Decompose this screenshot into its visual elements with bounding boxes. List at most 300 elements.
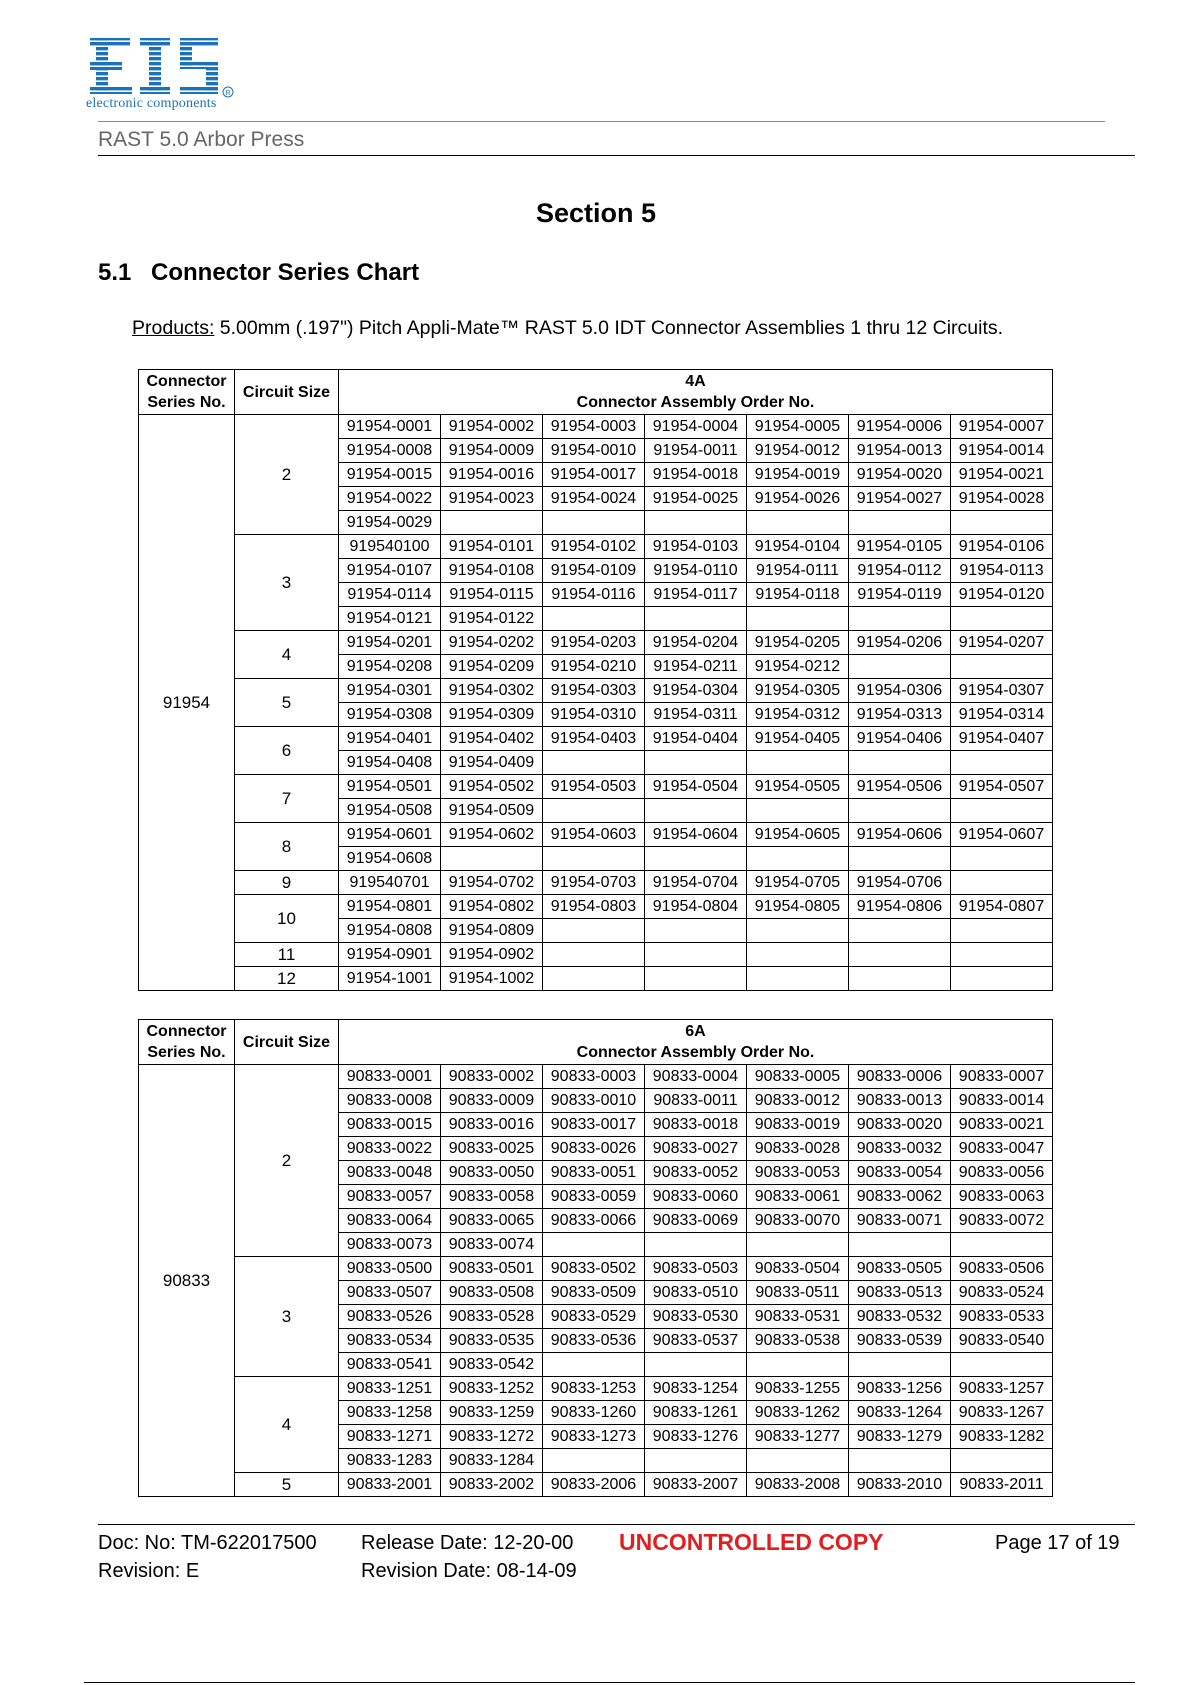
order-number-cell: 90833-0002: [441, 1065, 543, 1089]
order-number-cell: [543, 1353, 645, 1377]
order-number-cell: 91954-0406: [849, 727, 951, 751]
order-number-cell: 91954-0202: [441, 631, 543, 655]
order-number-cell: 90833-0504: [747, 1257, 849, 1281]
order-number-cell: 91954-0706: [849, 871, 951, 895]
order-number-cell: 91954-0016: [441, 463, 543, 487]
order-number-cell: 91954-0302: [441, 679, 543, 703]
order-number-cell: [645, 607, 747, 631]
table-row: [139, 679, 1053, 703]
order-number-cell: 90833-0536: [543, 1329, 645, 1353]
order-number-cell: 91954-0011: [645, 439, 747, 463]
order-number-cell: [951, 871, 1053, 895]
order-number-cell: 90833-0015: [339, 1113, 441, 1137]
order-number-cell: 91954-0026: [747, 487, 849, 511]
order-number-cell: [543, 967, 645, 991]
order-number-cell: 91954-0001: [339, 415, 441, 439]
order-number-cell: [849, 751, 951, 775]
order-number-cell: 91954-0804: [645, 895, 747, 919]
order-number-cell: 90833-0027: [645, 1137, 747, 1161]
order-number-cell: 91954-0504: [645, 775, 747, 799]
order-number-cell: 90833-0539: [849, 1329, 951, 1353]
order-number-cell: 91954-0029: [339, 511, 441, 535]
circuit-size-cell: 4: [235, 1377, 339, 1473]
circuit-size-cell: 2: [235, 415, 339, 535]
order-number-cell: 91954-0102: [543, 535, 645, 559]
order-number-cell: [645, 967, 747, 991]
circuit-size-cell: 5: [235, 1473, 339, 1497]
order-number-cell: 919540701: [339, 871, 441, 895]
table-row: [139, 871, 1053, 895]
order-number-cell: 91954-0023: [441, 487, 543, 511]
order-number-cell: [951, 847, 1053, 871]
order-number-cell: [645, 1353, 747, 1377]
order-number-cell: 90833-0507: [339, 1281, 441, 1305]
connector-chart-6a: [138, 1019, 1053, 1497]
order-number-cell: [951, 655, 1053, 679]
circuit-size-cell: 4: [235, 631, 339, 679]
order-number-cell: 90833-1251: [339, 1377, 441, 1401]
order-number-cell: 90833-0054: [849, 1161, 951, 1185]
order-number-cell: 91954-0005: [747, 415, 849, 439]
order-number-cell: 91954-0017: [543, 463, 645, 487]
order-number-cell: 91954-0118: [747, 583, 849, 607]
group-header-code: 6A: [685, 1023, 706, 1040]
order-number-cell: 90833-0057: [339, 1185, 441, 1209]
order-number-cell: 90833-0503: [645, 1257, 747, 1281]
order-number-cell: 91954-0107: [339, 559, 441, 583]
order-number-cell: 91954-0205: [747, 631, 849, 655]
order-number-cell: 90833-1276: [645, 1425, 747, 1449]
order-number-cell: 90833-1259: [441, 1401, 543, 1425]
order-number-cell: 90833-0018: [645, 1113, 747, 1137]
order-number-cell: 90833-1256: [849, 1377, 951, 1401]
order-number-cell: 91954-0116: [543, 583, 645, 607]
col-header-line: Connector: [146, 373, 227, 390]
order-number-cell: 90833-1267: [951, 1401, 1053, 1425]
order-number-cell: [543, 1233, 645, 1257]
circuit-size-cell: 12: [235, 967, 339, 991]
order-number-cell: 90833-1252: [441, 1377, 543, 1401]
order-number-cell: 91954-0409: [441, 751, 543, 775]
order-number-cell: [645, 943, 747, 967]
circuit-size-cell: 6: [235, 727, 339, 775]
order-number-cell: 90833-0025: [441, 1137, 543, 1161]
order-number-cell: [849, 655, 951, 679]
order-number-cell: 90833-0502: [543, 1257, 645, 1281]
order-number-cell: 90833-0073: [339, 1233, 441, 1257]
order-number-cell: 90833-0541: [339, 1353, 441, 1377]
order-number-cell: 91954-0112: [849, 559, 951, 583]
order-number-cell: 91954-0702: [441, 871, 543, 895]
order-number-cell: 90833-0056: [951, 1161, 1053, 1185]
order-number-cell: [747, 799, 849, 823]
order-number-cell: [747, 1449, 849, 1473]
order-number-cell: 91954-0120: [951, 583, 1053, 607]
page-bottom-rule: [84, 1682, 1135, 1683]
order-number-cell: [849, 967, 951, 991]
col-header-circuit: Circuit Size: [235, 1020, 339, 1065]
order-number-cell: 90833-0007: [951, 1065, 1053, 1089]
order-number-cell: 91954-0901: [339, 943, 441, 967]
order-number-cell: 90833-0072: [951, 1209, 1053, 1233]
table-row: [139, 415, 1053, 439]
order-number-cell: [645, 751, 747, 775]
order-number-cell: 90833-0528: [441, 1305, 543, 1329]
group-header-title: Connector Assembly Order No.: [576, 1044, 815, 1061]
col-header-circuit: Circuit Size: [235, 370, 339, 415]
circuit-size-cell: 2: [235, 1065, 339, 1257]
uncontrolled-copy-stamp: UNCONTROLLED COPY: [619, 1529, 884, 1555]
order-number-cell: 91954-0604: [645, 823, 747, 847]
order-number-cell: 90833-0047: [951, 1137, 1053, 1161]
order-number-cell: 91954-0301: [339, 679, 441, 703]
order-number-cell: 91954-0211: [645, 655, 747, 679]
order-number-cell: 91954-0601: [339, 823, 441, 847]
order-number-cell: [747, 967, 849, 991]
table-row: [139, 943, 1053, 967]
order-number-cell: [849, 943, 951, 967]
order-number-cell: 90833-0051: [543, 1161, 645, 1185]
order-number-cell: 90833-1253: [543, 1377, 645, 1401]
order-number-cell: 90833-1261: [645, 1401, 747, 1425]
order-number-cell: 91954-0106: [951, 535, 1053, 559]
order-number-cell: 91954-0015: [339, 463, 441, 487]
table-row: [139, 631, 1053, 655]
order-number-cell: 91954-0022: [339, 487, 441, 511]
col-header-line: Series No.: [147, 1044, 226, 1061]
order-number-cell: 90833-0059: [543, 1185, 645, 1209]
order-number-cell: 90833-0032: [849, 1137, 951, 1161]
products-line: [132, 317, 1003, 340]
order-number-cell: 91954-0002: [441, 415, 543, 439]
order-number-cell: 90833-0074: [441, 1233, 543, 1257]
order-number-cell: 90833-0524: [951, 1281, 1053, 1305]
col-header-order-no: [339, 1020, 1053, 1065]
order-number-cell: 91954-0408: [339, 751, 441, 775]
page-number: Page 17 of 19: [995, 1532, 1120, 1554]
order-number-cell: 91954-0308: [339, 703, 441, 727]
order-number-cell: [951, 751, 1053, 775]
order-number-cell: 91954-0501: [339, 775, 441, 799]
order-number-cell: 90833-2006: [543, 1473, 645, 1497]
order-number-cell: 91954-0403: [543, 727, 645, 751]
order-number-cell: 90833-0526: [339, 1305, 441, 1329]
order-number-cell: 91954-0312: [747, 703, 849, 727]
table-row: [139, 895, 1053, 919]
order-number-cell: [543, 751, 645, 775]
order-number-cell: 91954-0119: [849, 583, 951, 607]
order-number-cell: 90833-0513: [849, 1281, 951, 1305]
circuit-size-cell: 11: [235, 943, 339, 967]
series-number-cell: 91954: [139, 415, 235, 991]
order-number-cell: 90833-1283: [339, 1449, 441, 1473]
order-number-cell: 91954-0122: [441, 607, 543, 631]
order-number-cell: 90833-0534: [339, 1329, 441, 1353]
order-number-cell: 90833-0500: [339, 1257, 441, 1281]
order-number-cell: 91954-0105: [849, 535, 951, 559]
header-row: [139, 370, 1053, 415]
header-rule-bottom: [98, 155, 1135, 156]
order-number-cell: 91954-0303: [543, 679, 645, 703]
order-number-cell: 91954-0607: [951, 823, 1053, 847]
order-number-cell: 90833-0501: [441, 1257, 543, 1281]
order-number-cell: 90833-2002: [441, 1473, 543, 1497]
circuit-size-cell: 3: [235, 535, 339, 631]
table-row: [139, 1473, 1053, 1497]
order-number-cell: 90833-0048: [339, 1161, 441, 1185]
order-number-cell: 90833-0008: [339, 1089, 441, 1113]
order-number-cell: 91954-0703: [543, 871, 645, 895]
order-number-cell: 90833-0542: [441, 1353, 543, 1377]
doc-number: Doc: No: TM-622017500: [98, 1532, 317, 1554]
table-row: [139, 1065, 1053, 1089]
order-number-cell: 91954-0003: [543, 415, 645, 439]
table-row: [139, 1377, 1053, 1401]
order-number-cell: 90833-0069: [645, 1209, 747, 1233]
order-number-cell: 90833-2011: [951, 1473, 1053, 1497]
order-number-cell: [849, 607, 951, 631]
order-number-cell: 90833-0012: [747, 1089, 849, 1113]
order-number-cell: 91954-0502: [441, 775, 543, 799]
order-number-cell: 91954-0108: [441, 559, 543, 583]
order-number-cell: 91954-0014: [951, 439, 1053, 463]
order-number-cell: [747, 1353, 849, 1377]
order-number-cell: 90833-0538: [747, 1329, 849, 1353]
order-number-cell: 91954-0013: [849, 439, 951, 463]
order-number-cell: 90833-0050: [441, 1161, 543, 1185]
order-number-cell: 91954-0209: [441, 655, 543, 679]
order-number-cell: 91954-0006: [849, 415, 951, 439]
order-number-cell: 90833-1282: [951, 1425, 1053, 1449]
order-number-cell: 90833-1257: [951, 1377, 1053, 1401]
order-number-cell: 919540100: [339, 535, 441, 559]
order-number-cell: 90833-0060: [645, 1185, 747, 1209]
order-number-cell: 91954-1002: [441, 967, 543, 991]
order-number-cell: 91954-0009: [441, 439, 543, 463]
order-number-cell: 91954-0021: [951, 463, 1053, 487]
order-number-cell: 91954-0507: [951, 775, 1053, 799]
order-number-cell: 90833-0019: [747, 1113, 849, 1137]
order-number-cell: 90833-0506: [951, 1257, 1053, 1281]
section-heading: [98, 259, 419, 287]
order-number-cell: 91954-0405: [747, 727, 849, 751]
order-number-cell: 91954-0012: [747, 439, 849, 463]
order-number-cell: [951, 607, 1053, 631]
order-number-cell: 90833-0531: [747, 1305, 849, 1329]
order-number-cell: 90833-1284: [441, 1449, 543, 1473]
table-row: [139, 967, 1053, 991]
order-number-cell: 90833-0508: [441, 1281, 543, 1305]
products-label: Products:: [132, 317, 215, 339]
order-number-cell: 90833-2007: [645, 1473, 747, 1497]
order-number-cell: [645, 799, 747, 823]
order-number-cell: [543, 847, 645, 871]
order-number-cell: 90833-1271: [339, 1425, 441, 1449]
order-number-cell: 90833-1273: [543, 1425, 645, 1449]
order-number-cell: 91954-0110: [645, 559, 747, 583]
footer-rule: [98, 1524, 1135, 1525]
order-number-cell: 91954-0508: [339, 799, 441, 823]
order-number-cell: 91954-0212: [747, 655, 849, 679]
order-number-cell: 91954-0807: [951, 895, 1053, 919]
table-row: [139, 1257, 1053, 1281]
col-header-series: [139, 370, 235, 415]
order-number-cell: 91954-0407: [951, 727, 1053, 751]
order-number-cell: 91954-0608: [339, 847, 441, 871]
order-number-cell: 91954-0311: [645, 703, 747, 727]
order-number-cell: 90833-0003: [543, 1065, 645, 1089]
table-row: [139, 727, 1053, 751]
header-title: RAST 5.0 Arbor Press: [98, 128, 305, 151]
order-number-cell: 90833-2010: [849, 1473, 951, 1497]
products-text: 5.00mm (.197") Pitch Appli-Mate™ RAST 5.0 IDT Connector Assemblies 1 thru 12 Circuits.: [214, 317, 1004, 339]
order-number-cell: 91954-0306: [849, 679, 951, 703]
order-number-cell: 91954-0101: [441, 535, 543, 559]
circuit-size-cell: 8: [235, 823, 339, 871]
order-number-cell: 91954-0028: [951, 487, 1053, 511]
order-number-cell: 90833-0511: [747, 1281, 849, 1305]
order-number-cell: [645, 919, 747, 943]
order-number-cell: 91954-0808: [339, 919, 441, 943]
group-header-code: 4A: [685, 373, 706, 390]
order-number-cell: 91954-0802: [441, 895, 543, 919]
order-number-cell: 91954-0020: [849, 463, 951, 487]
order-number-cell: 91954-0402: [441, 727, 543, 751]
order-number-cell: 91954-0603: [543, 823, 645, 847]
order-number-cell: 91954-0602: [441, 823, 543, 847]
col-header-series: [139, 1020, 235, 1065]
order-number-cell: 91954-0206: [849, 631, 951, 655]
order-number-cell: 90833-0016: [441, 1113, 543, 1137]
order-number-cell: 91954-0104: [747, 535, 849, 559]
order-number-cell: 91954-0705: [747, 871, 849, 895]
order-number-cell: 90833-2001: [339, 1473, 441, 1497]
order-number-cell: 90833-0005: [747, 1065, 849, 1089]
revision-date: Revision Date: 08-14-09: [361, 1560, 577, 1582]
order-number-cell: [747, 751, 849, 775]
order-number-cell: 91954-0109: [543, 559, 645, 583]
heading-text: Connector Series Chart: [151, 259, 420, 286]
order-number-cell: [747, 1233, 849, 1257]
order-number-cell: 90833-0540: [951, 1329, 1053, 1353]
order-number-cell: [849, 799, 951, 823]
order-number-cell: [645, 1449, 747, 1473]
order-number-cell: 91954-0111: [747, 559, 849, 583]
order-number-cell: 91954-0902: [441, 943, 543, 967]
order-number-cell: 91954-0505: [747, 775, 849, 799]
order-number-cell: [951, 919, 1053, 943]
order-number-cell: [747, 607, 849, 631]
order-number-cell: 91954-0207: [951, 631, 1053, 655]
order-number-cell: 91954-0304: [645, 679, 747, 703]
order-number-cell: [951, 1353, 1053, 1377]
connector-chart-4a: [138, 369, 1053, 991]
order-number-cell: 90833-2008: [747, 1473, 849, 1497]
order-number-cell: [645, 511, 747, 535]
circuit-size-cell: 7: [235, 775, 339, 823]
order-number-cell: 90833-0009: [441, 1089, 543, 1113]
order-number-cell: 90833-0053: [747, 1161, 849, 1185]
order-number-cell: 91954-0805: [747, 895, 849, 919]
order-number-cell: 91954-0509: [441, 799, 543, 823]
order-number-cell: 91954-0113: [951, 559, 1053, 583]
order-number-cell: 91954-0018: [645, 463, 747, 487]
release-date: Release Date: 12-20-00: [361, 1532, 574, 1554]
order-number-cell: 90833-1255: [747, 1377, 849, 1401]
order-number-cell: 91954-0208: [339, 655, 441, 679]
order-number-cell: 90833-0063: [951, 1185, 1053, 1209]
order-number-cell: 90833-1264: [849, 1401, 951, 1425]
order-number-cell: [543, 919, 645, 943]
table-row: [139, 823, 1053, 847]
order-number-cell: 91954-0025: [645, 487, 747, 511]
order-number-cell: [849, 511, 951, 535]
logo-tagline: electronic components: [86, 96, 217, 111]
order-number-cell: 91954-0506: [849, 775, 951, 799]
svg-text:R: R: [225, 90, 231, 97]
order-number-cell: 90833-0529: [543, 1305, 645, 1329]
heading-number: 5.1: [98, 259, 132, 286]
order-number-cell: 90833-0010: [543, 1089, 645, 1113]
order-number-cell: 90833-0535: [441, 1329, 543, 1353]
order-number-cell: 90833-0022: [339, 1137, 441, 1161]
order-number-cell: 90833-0058: [441, 1185, 543, 1209]
section-title: Section 5: [535, 198, 657, 228]
order-number-cell: 90833-0066: [543, 1209, 645, 1233]
order-number-cell: 91954-0803: [543, 895, 645, 919]
order-number-cell: 91954-0117: [645, 583, 747, 607]
order-number-cell: 90833-0061: [747, 1185, 849, 1209]
order-number-cell: 90833-0017: [543, 1113, 645, 1137]
order-number-cell: 91954-0210: [543, 655, 645, 679]
order-number-cell: 90833-0006: [849, 1065, 951, 1089]
order-number-cell: [645, 1233, 747, 1257]
order-number-cell: [951, 799, 1053, 823]
order-number-cell: 90833-1254: [645, 1377, 747, 1401]
order-number-cell: 91954-1001: [339, 967, 441, 991]
order-number-cell: 90833-0052: [645, 1161, 747, 1185]
order-number-cell: [441, 847, 543, 871]
order-number-cell: [951, 943, 1053, 967]
order-number-cell: 91954-0606: [849, 823, 951, 847]
order-number-cell: 90833-0510: [645, 1281, 747, 1305]
order-number-cell: 90833-0537: [645, 1329, 747, 1353]
order-number-cell: 91954-0019: [747, 463, 849, 487]
order-number-cell: 91954-0008: [339, 439, 441, 463]
order-number-cell: [951, 967, 1053, 991]
order-number-cell: 91954-0801: [339, 895, 441, 919]
order-number-cell: 90833-0065: [441, 1209, 543, 1233]
order-number-cell: [747, 943, 849, 967]
order-number-cell: 90833-0070: [747, 1209, 849, 1233]
order-number-cell: 90833-0062: [849, 1185, 951, 1209]
order-number-cell: 91954-0305: [747, 679, 849, 703]
order-number-cell: 90833-0064: [339, 1209, 441, 1233]
order-number-cell: 90833-0071: [849, 1209, 951, 1233]
order-number-cell: 90833-0004: [645, 1065, 747, 1089]
order-number-cell: 91954-0121: [339, 607, 441, 631]
col-header-line: Connector: [146, 1023, 227, 1040]
order-number-cell: 91954-0503: [543, 775, 645, 799]
order-number-cell: 91954-0605: [747, 823, 849, 847]
order-number-cell: [747, 847, 849, 871]
circuit-size-cell: 3: [235, 1257, 339, 1377]
order-number-cell: 90833-0014: [951, 1089, 1053, 1113]
order-number-cell: 91954-0309: [441, 703, 543, 727]
order-number-cell: 91954-0115: [441, 583, 543, 607]
order-number-cell: 90833-1272: [441, 1425, 543, 1449]
order-number-cell: 90833-0532: [849, 1305, 951, 1329]
